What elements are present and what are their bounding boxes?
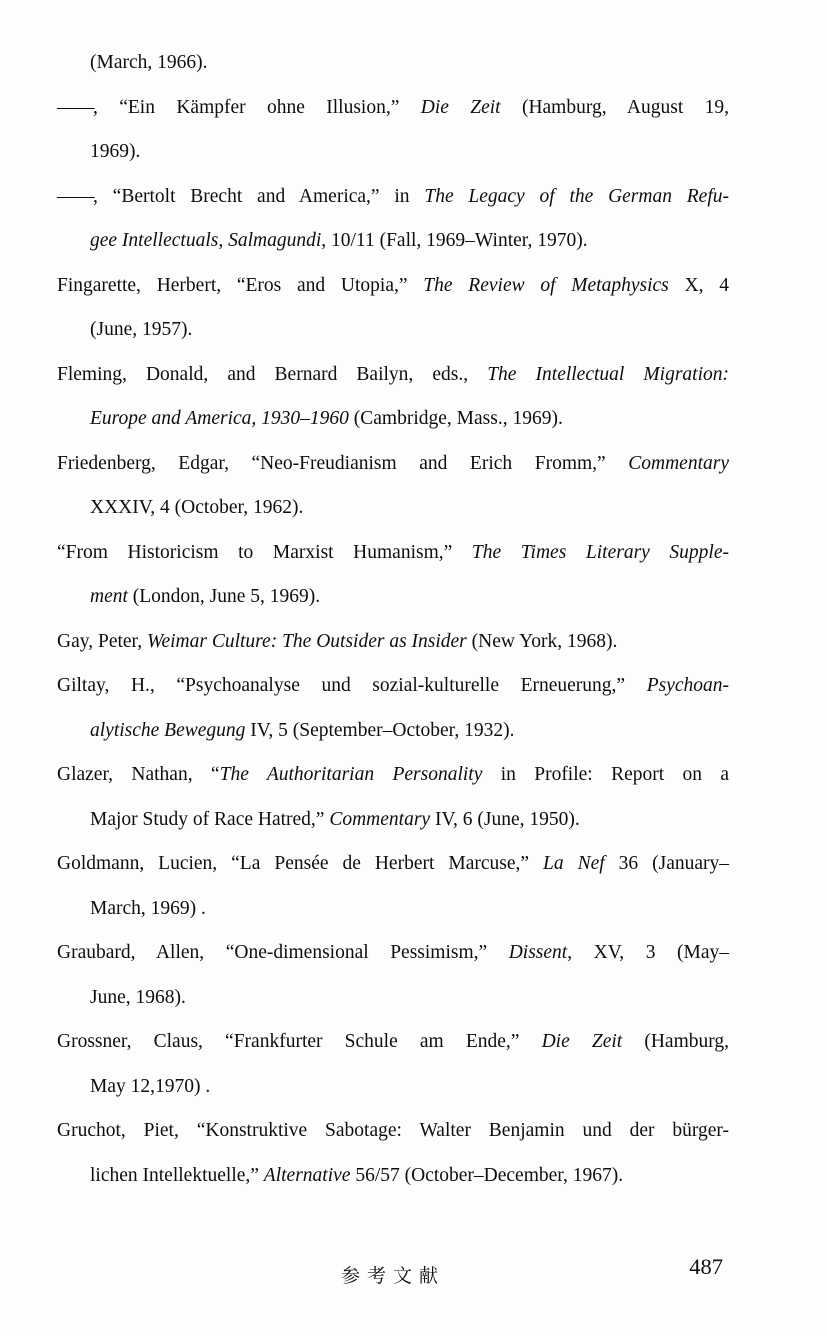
text-run: Commentary <box>628 452 729 474</box>
page-number: 487 <box>689 1254 723 1279</box>
text-run: (Hamburg, <box>622 1031 730 1052</box>
text-run: IV, 6 (June, 1950). <box>430 808 580 830</box>
text-run: 1969). <box>90 141 141 162</box>
text-run: The Intellectual Migration: <box>487 363 729 385</box>
bib-line <box>57 353 729 398</box>
bib-line <box>57 1020 729 1065</box>
author-repeat-dash: —— <box>57 96 93 118</box>
text-run: ment <box>90 586 128 607</box>
text-run: (Hamburg, August 19, <box>500 96 729 118</box>
bib-line <box>57 1109 729 1154</box>
bib-line <box>57 931 729 976</box>
text-run: Goldmann, Lucien, “La Pensée de Herbert Marcuse,” <box>57 853 544 874</box>
bib-line <box>57 41 729 86</box>
text-run: Fingarette, Herbert, “Eros and Utopia,” <box>57 274 424 296</box>
text-run: (Cambridge, Mass., 1969). <box>348 408 563 429</box>
text-run: The Review of Metaphysics <box>423 274 669 296</box>
text-run: Weimar Culture: The Outsider as Insider <box>147 630 467 652</box>
text-run: Gruchot, Piet, “Konstruktive Sabotage: Walter Benjamin und der bürger- <box>57 1120 729 1141</box>
text-run: in Profile: Report on a <box>482 764 729 785</box>
text-run: , “Bertolt Brecht and America,” in <box>93 185 425 207</box>
text-run: March, 1969) . <box>90 897 206 919</box>
text-run: Giltay, H., “Psychoanalyse und sozial-kulturelle Erneuerung,” <box>57 675 647 696</box>
bib-line <box>57 753 729 798</box>
text-run: “From Historicism to Marxist Humanism,” <box>57 541 472 563</box>
bib-line <box>57 175 729 220</box>
page-footer <box>57 1254 729 1290</box>
text-run: 36 (January– <box>604 853 730 874</box>
text-run: (New York, 1968). <box>466 630 618 652</box>
section-label: 参考文献 <box>340 1266 446 1287</box>
text-run: La Nef <box>543 853 605 874</box>
text-run: June, 1968). <box>90 986 186 1008</box>
text-run: Graubard, Allen, “One-dimensional Pessimism,” <box>57 942 509 963</box>
text-run: Europe and America, 1930–1960 <box>90 408 349 429</box>
text-run: Alternative <box>263 1164 351 1186</box>
text-run: Major Study of Race Hatred,” <box>90 808 330 830</box>
text-run: , XV, 3 (May– <box>567 942 729 963</box>
text-run: X, 4 <box>668 274 729 296</box>
text-run: The Legacy of the German Refu- <box>424 185 730 207</box>
text-run: (London, June 5, 1969). <box>127 586 321 607</box>
bib-line <box>57 86 729 131</box>
text-run: , 10/11 (Fall, 1969–Winter, 1970). <box>321 230 588 251</box>
bib-line <box>57 531 729 576</box>
author-repeat-dash: —— <box>57 185 93 207</box>
text-run: Fleming, Donald, and Bernard Bailyn, eds., <box>57 363 488 385</box>
bib-line <box>57 442 729 487</box>
text-run: Gay, Peter, <box>57 630 148 652</box>
text-run: , “Ein Kämpfer ohne Illusion,” <box>93 96 421 118</box>
bib-line <box>57 664 729 709</box>
text-run: (March, 1966). <box>90 52 208 73</box>
text-run: lichen Intellektuelle,” <box>90 1164 264 1186</box>
text-run: Commentary <box>329 808 431 830</box>
text-run: May 12,1970) . <box>90 1075 211 1097</box>
text-run: Grossner, Claus, “Frankfurter Schule am Ende,” <box>57 1031 542 1052</box>
text-run: Dissent <box>508 942 568 963</box>
text-run: Die Zeit <box>420 96 501 118</box>
bib-line <box>57 620 729 665</box>
bib-line <box>57 842 729 887</box>
text-run: Psychoan- <box>646 675 729 696</box>
bibliography <box>57 41 729 1198</box>
text-run: IV, 5 (September–October, 1932). <box>245 719 515 741</box>
text-run: 56/57 (October–December, 1967). <box>350 1164 624 1186</box>
text-run: alytische Bewegung <box>90 719 246 741</box>
text-run: The Times Literary Supple- <box>471 541 729 563</box>
text-run: XXXIV, 4 (October, 1962). <box>90 497 304 518</box>
text-run: Friedenberg, Edgar, “Neo-Freudianism and Erich Fromm,” <box>57 452 629 474</box>
text-run: Glazer, Nathan, “ <box>57 764 220 785</box>
text-run: (June, 1957). <box>90 319 193 340</box>
bib-line <box>57 264 729 309</box>
text-run: gee Intellectuals, Salmagundi <box>90 230 322 251</box>
text-run: Die Zeit <box>541 1031 623 1052</box>
text-run: The Authoritarian Personality <box>219 764 483 785</box>
